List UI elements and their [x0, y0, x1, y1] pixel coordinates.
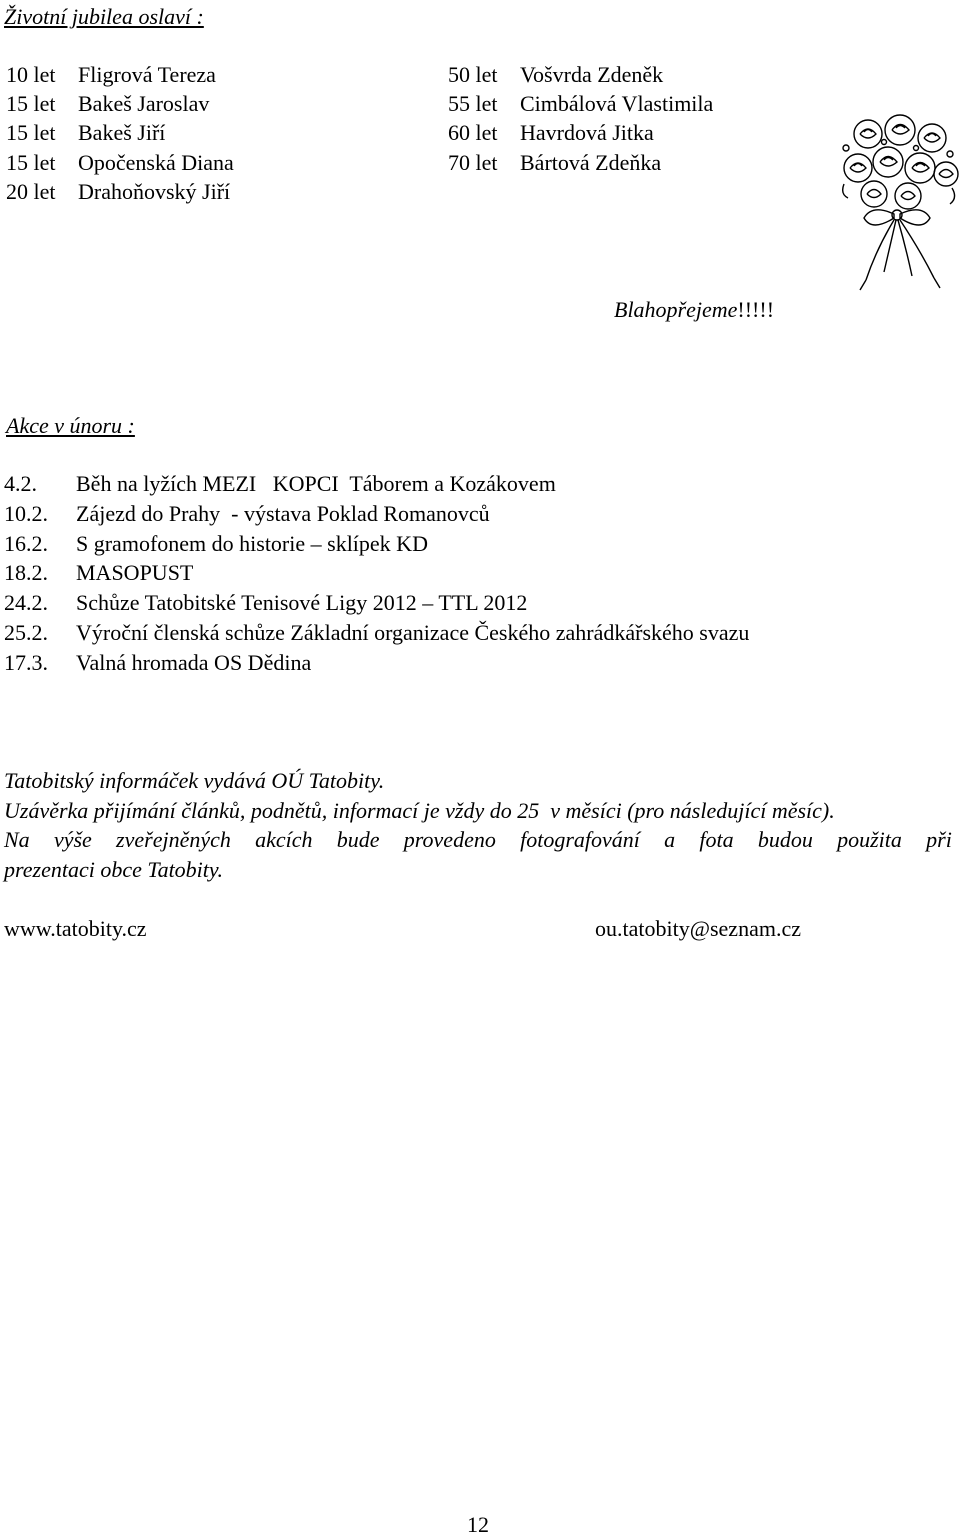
rose-icon [934, 162, 958, 186]
jubilee-age: 70 let [448, 150, 498, 175]
event-text: Valná hromada OS Dědina [76, 650, 312, 675]
jubilee-name: Havrdová Jitka [520, 120, 654, 145]
event-text: Schůze Tatobitské Tenisové Ligy 2012 – TTL 2012 [76, 590, 528, 615]
event-date: 17.3. [4, 650, 48, 675]
event-item [4, 652, 311, 674]
rose-icon [854, 120, 882, 148]
flower-bouquet-icon [838, 112, 960, 297]
info-line-presentation: prezentaci obce Tatobity. [4, 857, 223, 882]
jubilee-age: 50 let [448, 62, 498, 87]
jubilee-age: 10 let [6, 62, 56, 87]
jubilee-name: Bakeš Jiří [78, 120, 166, 145]
jubilee-name: Opočenská Diana [78, 150, 234, 175]
event-date: 10.2. [4, 501, 48, 526]
event-date: 25.2. [4, 620, 48, 645]
event-text: MASOPUST [76, 560, 194, 585]
jubilee-name: Cimbálová Vlastimila [520, 91, 714, 116]
event-date: 24.2. [4, 590, 48, 615]
website-link[interactable]: www.tatobity.cz [4, 916, 147, 941]
info-line-photography [4, 829, 952, 851]
info-line-publisher: Tatobitský informáček vydává OÚ Tatobity. [4, 768, 385, 793]
jubilee-age: 15 let [6, 150, 56, 175]
event-text: Zájezd do Prahy - výstava Poklad Romanovců [76, 501, 490, 526]
word: Na [4, 827, 30, 852]
word: fotografování [520, 827, 640, 852]
event-item [4, 533, 428, 555]
rose-icon [844, 154, 872, 182]
jubilee-age: 15 let [6, 120, 56, 145]
event-text: Běh na lyžích MEZI KOPCI Táborem a Kozákovem [76, 471, 556, 496]
word: fota [699, 827, 734, 852]
jubilee-row [6, 122, 165, 144]
jubilee-row [448, 64, 663, 86]
jubilee-name: Bártová Zdeňka [520, 150, 662, 175]
jubilee-age: 60 let [448, 120, 498, 145]
event-item [4, 562, 193, 584]
word: použita [837, 827, 902, 852]
jubilee-name: Fligrová Tereza [78, 62, 216, 87]
event-date: 18.2. [4, 560, 48, 585]
jubilee-name: Vošvrda Zdeněk [520, 62, 664, 87]
word: a [664, 827, 676, 852]
greeting-text: Blahopřejeme [614, 297, 738, 322]
event-text: Výroční členská schůze Základní organizace Českého zahrádkářského svazu [76, 620, 750, 645]
event-date: 16.2. [4, 531, 48, 556]
rose-icon [895, 183, 921, 209]
rose-icon [861, 181, 887, 207]
rose-icon [918, 124, 946, 152]
word: zveřejněných [116, 827, 231, 852]
rose-icon [873, 147, 903, 177]
jubilee-age: 15 let [6, 91, 56, 116]
event-text: S gramofonem do historie – sklípek KD [76, 531, 428, 556]
jubilee-heading: Životní jubilea oslaví : [4, 4, 204, 29]
info-line-deadline: Uzávěrka přijímání článků, podnětů, informací je vždy do 25 v měsíci (pro následující měsíc). [4, 798, 835, 823]
jubilee-age: 55 let [448, 91, 498, 116]
jubilee-row [6, 152, 234, 174]
jubilee-name: Bakeš Jaroslav [78, 91, 210, 116]
greeting-exclaim: !!!!! [737, 297, 775, 322]
event-item [4, 622, 749, 644]
greeting [614, 299, 774, 321]
jubilee-row [6, 64, 216, 86]
word: budou [757, 827, 813, 852]
event-item [4, 473, 556, 495]
jubilee-row [448, 93, 713, 115]
word: akcích [255, 827, 313, 852]
jubilee-age: 20 let [6, 179, 56, 204]
word: provedeno [403, 827, 496, 852]
jubilee-name: Drahoňovský Jiří [78, 179, 231, 204]
jubilee-row [448, 152, 661, 174]
word: výše [53, 827, 92, 852]
events-heading: Akce v únoru : [6, 413, 135, 438]
page-number: 12 [467, 1512, 489, 1537]
event-date: 4.2. [4, 471, 37, 496]
ribbon-bow-icon [860, 210, 940, 290]
word: při [926, 827, 952, 852]
rose-icon [905, 153, 935, 183]
jubilee-row [448, 122, 654, 144]
email-link[interactable]: ou.tatobity@seznam.cz [595, 916, 801, 941]
jubilee-row [6, 93, 209, 115]
event-item [4, 592, 527, 614]
jubilee-row [6, 181, 230, 203]
word: bude [336, 827, 380, 852]
rose-icon [885, 115, 915, 145]
event-item [4, 503, 490, 525]
